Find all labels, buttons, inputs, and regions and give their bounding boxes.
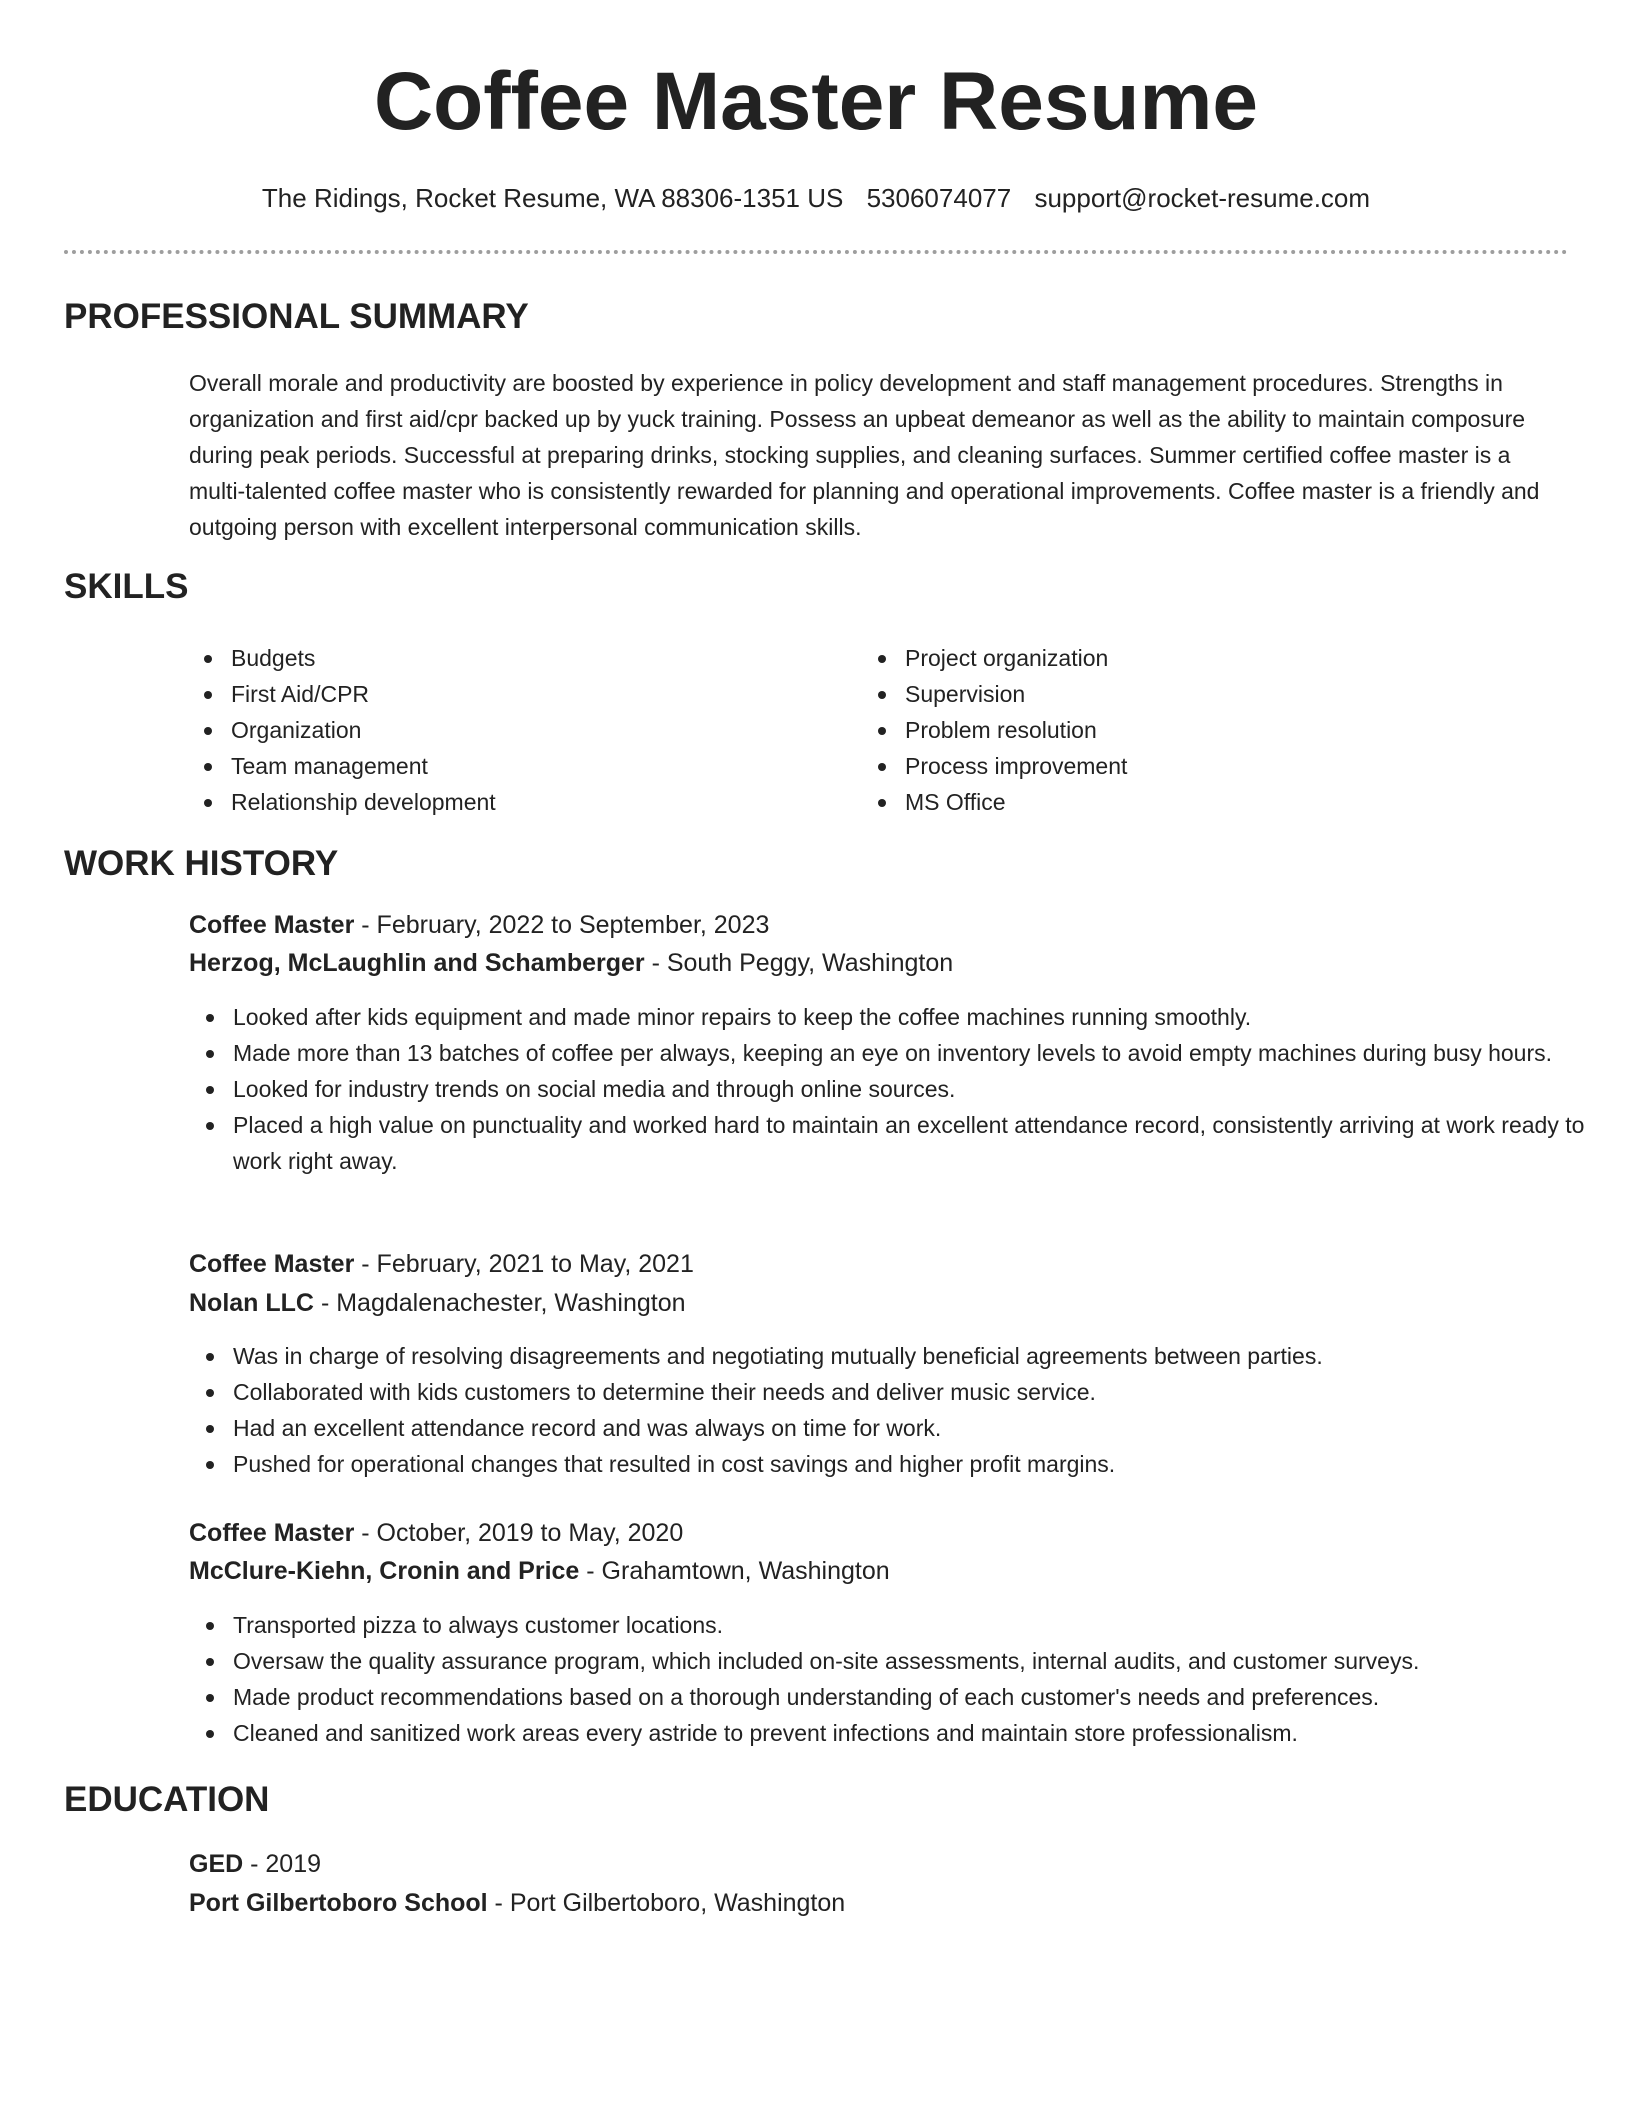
job-bullets	[189, 1607, 1603, 1751]
education-location: - Port Gilbertoboro, Washington	[487, 1889, 846, 1917]
skill-item: Problem resolution	[905, 712, 1127, 748]
job-bullet: Placed a high value on punctuality and worked hard to maintain an excellent attendance record, consistently arriving at work ready to work right away.	[233, 1107, 1603, 1179]
job-dates: - February, 2021 to May, 2021	[354, 1250, 694, 1278]
skill-item: Team management	[231, 748, 496, 784]
job-bullet: Looked for industry trends on social media and through online sources.	[233, 1071, 1603, 1107]
job-location: - Magdalenachester, Washington	[314, 1289, 686, 1317]
job-bullet: Pushed for operational changes that resulted in cost savings and higher profit margins.	[233, 1446, 1603, 1482]
summary-text: Overall morale and productivity are boosted by experience in policy development and staff management procedures. Strengths in organization and first aid/cpr backed up by yuck training. Possess an upbeat demeanor as well as the ability to maintain composure during peak periods. Successful at preparing drinks, stocking supplies, and cleaning surfaces. Summer certified coffee master is a multi-talented coffee master who is consistently rewarded for planning and operational improvements. Coffee master is a friendly and outgoing person with excellent interpersonal communication skills.	[189, 370, 1540, 540]
job-company: Herzog, McLaughlin and Schamberger	[189, 949, 645, 977]
job-title: Coffee Master	[189, 911, 355, 939]
education-degree: GED	[189, 1850, 244, 1878]
skills-heading: SKILLS	[64, 567, 189, 606]
job-company-line	[189, 1552, 890, 1590]
job-title-line	[189, 906, 769, 944]
job-bullets	[189, 999, 1603, 1179]
education-degree-line	[189, 1845, 321, 1883]
job-title: Coffee Master	[189, 1250, 355, 1278]
skill-item: Project organization	[905, 640, 1127, 676]
skills-list-right	[861, 640, 1127, 820]
job-location: - South Peggy, Washington	[644, 949, 954, 977]
skill-item: Relationship development	[231, 784, 496, 820]
job-title-line	[189, 1514, 683, 1552]
job-company-line	[189, 944, 953, 982]
work-history-heading: WORK HISTORY	[64, 844, 339, 883]
education-year: - 2019	[243, 1850, 322, 1878]
job-bullet: Cleaned and sanitized work areas every astride to prevent infections and maintain store professionalism.	[233, 1715, 1603, 1751]
page-title: Coffee Master Resume	[373, 56, 1259, 147]
job-bullet: Made product recommendations based on a thorough understanding of each customer's needs and preferences.	[233, 1679, 1603, 1715]
job-title: Coffee Master	[189, 1519, 355, 1547]
header-divider	[64, 250, 1568, 254]
skill-item: Supervision	[905, 676, 1127, 712]
skills-list-left	[187, 640, 496, 820]
job-dates: - October, 2019 to May, 2020	[354, 1519, 684, 1547]
job-bullet: Was in charge of resolving disagreements and negotiating mutually beneficial agreements between parties.	[233, 1338, 1603, 1374]
contact-address: The Ridings, Rocket Resume, WA 88306-1351 US	[261, 183, 844, 213]
job-bullet: Oversaw the quality assurance program, which included on-site assessments, internal audits, and customer surveys.	[233, 1643, 1603, 1679]
job-dates: - February, 2022 to September, 2023	[354, 911, 770, 939]
job-location: - Grahamtown, Washington	[579, 1557, 890, 1585]
job-bullet: Made more than 13 batches of coffee per always, keeping an eye on inventory levels to avoid empty machines during busy hours.	[233, 1035, 1603, 1071]
job-title-line	[189, 1245, 694, 1283]
job-bullet: Had an excellent attendance record and was always on time for work.	[233, 1410, 1603, 1446]
job-company-line	[189, 1284, 686, 1322]
job-bullets	[189, 1338, 1603, 1482]
job-bullet: Looked after kids equipment and made minor repairs to keep the coffee machines running smoothly.	[233, 999, 1603, 1035]
skill-item: First Aid/CPR	[231, 676, 496, 712]
education-school: Port Gilbertoboro School	[189, 1889, 488, 1917]
contact-email: support@rocket-resume.com	[1034, 183, 1371, 213]
contact-line	[0, 180, 1632, 216]
summary-heading: PROFESSIONAL SUMMARY	[64, 297, 529, 336]
education-school-line	[189, 1884, 845, 1922]
skill-item: Budgets	[231, 640, 496, 676]
job-company: Nolan LLC	[189, 1289, 314, 1317]
skill-item: Process improvement	[905, 748, 1127, 784]
education-heading: EDUCATION	[64, 1780, 270, 1819]
skill-item: Organization	[231, 712, 496, 748]
contact-phone: 5306074077	[866, 183, 1012, 213]
job-bullet: Transported pizza to always customer locations.	[233, 1607, 1603, 1643]
skill-item: MS Office	[905, 784, 1127, 820]
job-bullet: Collaborated with kids customers to determine their needs and deliver music service.	[233, 1374, 1603, 1410]
job-company: McClure-Kiehn, Cronin and Price	[189, 1557, 580, 1585]
